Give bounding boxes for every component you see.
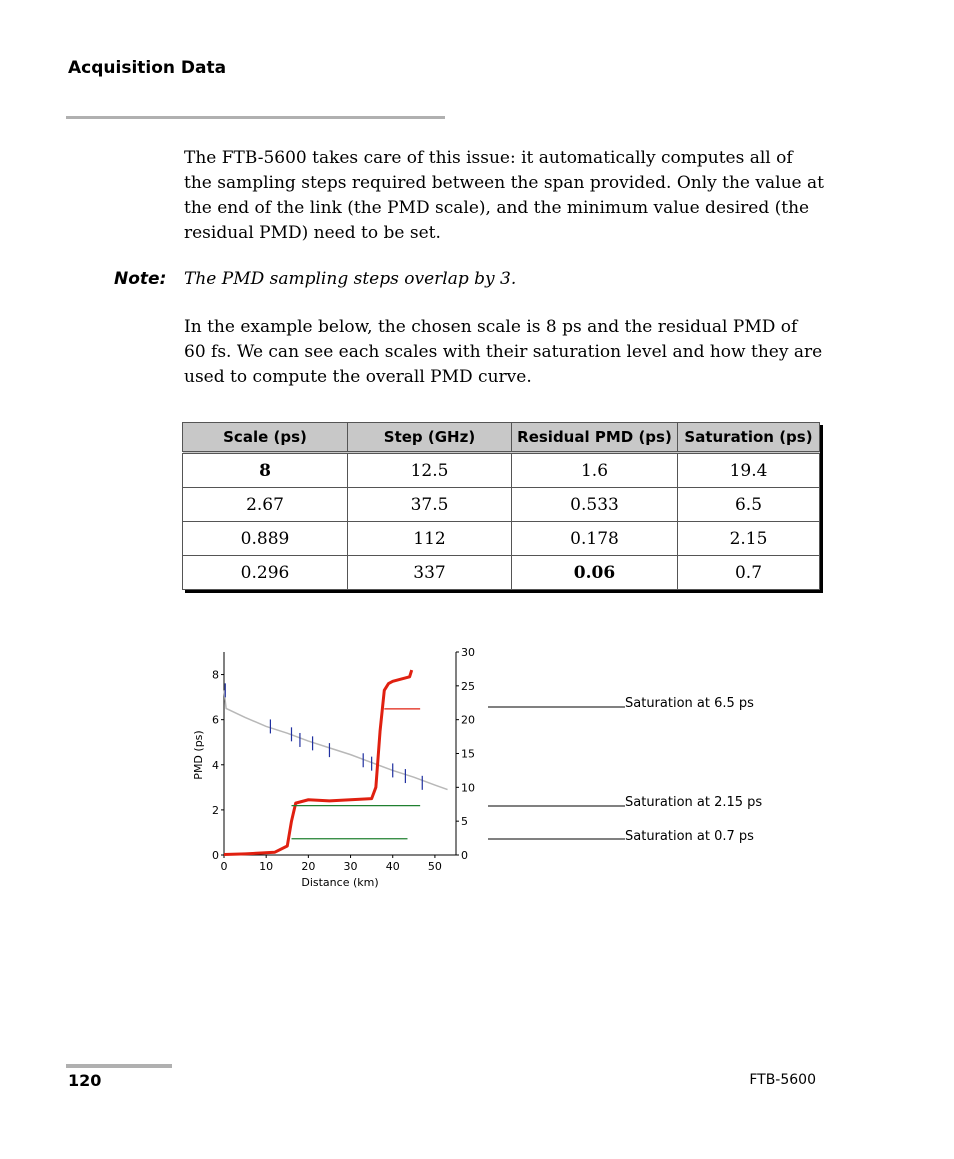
table-row bbox=[183, 556, 820, 590]
annotation-2-15 bbox=[488, 795, 762, 810]
intro-paragraph: The FTB-5600 takes care of this issue: it automatically computes all of the sampling steps required between the span provided. Only the value at the end of the link (the PMD scale), and the minimum value desired (the residual PMD) need to be set. bbox=[184, 148, 824, 243]
x-axis-label: Distance (km) bbox=[301, 876, 379, 889]
y2-tick-label: 30 bbox=[461, 646, 475, 659]
y-tick-label: 6 bbox=[212, 713, 219, 727]
header-rule bbox=[66, 116, 445, 119]
example-paragraph: In the example below, the chosen scale is 8 ps and the residual PMD of 60 fs. We can see each scales with their saturation level and how they are used to compute the overall PMD curve. bbox=[184, 317, 823, 387]
table-cell: 37.5 bbox=[348, 488, 512, 522]
annotation-0-7 bbox=[488, 829, 754, 844]
note-text: The PMD sampling steps overlap by 3. bbox=[184, 269, 517, 289]
table-cell: 1.6 bbox=[512, 453, 678, 488]
scale-8-trace bbox=[224, 690, 448, 789]
section-title: Acquisition Data bbox=[68, 58, 227, 78]
product-name: FTB-5600 bbox=[749, 1072, 816, 1088]
table-cell: 0.889 bbox=[183, 522, 348, 556]
x-tick-label: 40 bbox=[385, 860, 400, 873]
y2-tick-label: 20 bbox=[461, 713, 475, 727]
header-residual-pmd: Residual PMD (ps) bbox=[512, 423, 678, 453]
table-cell: 112 bbox=[348, 522, 512, 556]
y2-tick-label: 25 bbox=[461, 679, 475, 693]
x-tick-label: 10 bbox=[259, 860, 274, 873]
header-step: Step (GHz) bbox=[348, 423, 512, 453]
table-cell: 19.4 bbox=[678, 453, 820, 488]
y-tick-label: 4 bbox=[212, 758, 219, 772]
table-cell: 0.178 bbox=[512, 522, 678, 556]
annotation-label: Saturation at 0.7 ps bbox=[625, 829, 754, 844]
y2-tick-label: 0 bbox=[461, 849, 468, 862]
annotation-6-5 bbox=[488, 696, 754, 711]
table-cell: 6.5 bbox=[678, 488, 820, 522]
table-row bbox=[183, 522, 820, 556]
table-header-row bbox=[183, 423, 820, 453]
x-tick-label: 20 bbox=[301, 860, 316, 873]
y2-tick-label: 10 bbox=[461, 781, 475, 795]
table-cell: 0.7 bbox=[678, 556, 820, 590]
table-cell: 0.296 bbox=[183, 556, 348, 590]
table-cell: 12.5 bbox=[348, 453, 512, 488]
pmd-curve bbox=[224, 670, 412, 855]
note-label: Note: bbox=[114, 269, 167, 289]
table-cell: 8 bbox=[183, 453, 348, 488]
header-saturation: Saturation (ps) bbox=[678, 423, 820, 453]
y2-tick-label: 5 bbox=[461, 815, 468, 829]
pmd-chart-svg bbox=[180, 640, 800, 900]
header-scale: Scale (ps) bbox=[183, 423, 348, 453]
table-cell: 0.533 bbox=[512, 488, 678, 522]
annotation-label: Saturation at 2.15 ps bbox=[625, 795, 763, 810]
sampling-table bbox=[182, 422, 820, 590]
y2-tick-label: 15 bbox=[461, 747, 475, 761]
x-tick-label: 0 bbox=[220, 860, 228, 873]
y-tick-label: 8 bbox=[212, 668, 219, 682]
y-tick-label: 2 bbox=[212, 803, 219, 817]
y-tick-label: 0 bbox=[212, 849, 219, 862]
y-axis-label: PMD (ps) bbox=[192, 730, 205, 780]
page-number: 120 bbox=[68, 1071, 102, 1090]
x-tick-label: 30 bbox=[343, 860, 358, 873]
pmd-chart bbox=[180, 640, 800, 900]
footer-rule bbox=[66, 1064, 172, 1068]
table-cell: 2.15 bbox=[678, 522, 820, 556]
table-row bbox=[183, 488, 820, 522]
x-tick-label: 50 bbox=[427, 860, 442, 873]
chart-plot-area bbox=[224, 670, 448, 855]
annotation-label: Saturation at 6.5 ps bbox=[625, 696, 754, 711]
table-row bbox=[183, 453, 820, 488]
table-cell: 2.67 bbox=[183, 488, 348, 522]
table-cell: 0.06 bbox=[512, 556, 678, 590]
table-cell: 337 bbox=[348, 556, 512, 590]
